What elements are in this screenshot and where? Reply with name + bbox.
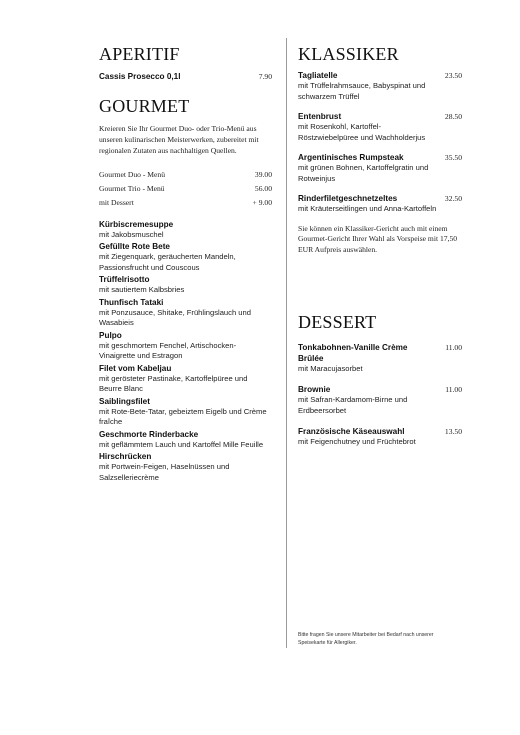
menu-item-cassis <box>99 71 272 82</box>
list-item <box>298 111 462 143</box>
list-item <box>298 193 462 215</box>
dish-price: 13.50 <box>444 427 462 437</box>
list-item <box>99 451 272 483</box>
list-item <box>99 429 272 451</box>
aperitif-heading: APERITIF <box>99 44 180 64</box>
column-divider <box>286 38 287 648</box>
dish-desc: mit Ponzusauce, Shitake, Frühlingslauch und Wasabieis <box>99 307 251 328</box>
list-item <box>298 152 462 184</box>
gourmet-heading: GOURMET <box>99 96 190 116</box>
dish-desc: mit gerösteter Pastinake, Kartoffelpüree und Beurre Blanc <box>99 373 248 394</box>
dish-name: Hirschrücken <box>99 452 152 462</box>
dessert-heading: DESSERT <box>298 311 377 332</box>
gourmet-dishes <box>99 219 272 484</box>
list-item <box>99 241 272 273</box>
item-price: 7.90 <box>258 72 272 81</box>
option-price: 56.00 <box>254 184 272 194</box>
list-item <box>298 342 462 375</box>
dish-desc: mit sautiertem Kalbsbries <box>99 285 185 295</box>
gourmet-intro: Kreieren Sie Ihr Gourmet Duo- oder Trio-Menü aus unseren kulinarischen Meisterwerken, zubereitet mit regionalen Zutaten aus nachhaltigen Quellen. <box>99 124 259 155</box>
dish-name: Geschmorte Rinderbacke <box>99 429 199 439</box>
dessert-items <box>298 342 462 448</box>
dish-name: Tonkabohnen-Vanille Crème Brûlée <box>298 342 408 363</box>
dish-name: Trüffelrisotto <box>99 275 150 285</box>
klassiker-heading: KLASSIKER <box>298 44 399 64</box>
list-item <box>99 219 272 241</box>
dish-price: 32.50 <box>444 194 462 203</box>
dish-name: Gefüllte Rote Bete <box>99 242 170 252</box>
list-item <box>99 330 272 362</box>
list-item <box>298 70 462 102</box>
dish-name: Kürbiscremesuppe <box>99 219 174 229</box>
dish-name: Französische Käseauswahl <box>298 427 405 437</box>
dish-name: Filet vom Kabeljau <box>99 363 172 373</box>
dish-desc: mit Portwein-Feigen, Haselnüssen und Salzselleriecrème <box>99 462 230 482</box>
dish-name: Tagliatelle <box>298 71 338 80</box>
option-dessert <box>99 196 272 210</box>
list-item <box>99 363 272 395</box>
gourmet-options <box>99 168 272 209</box>
dish-name: Entenbrust <box>298 112 342 121</box>
dish-desc: mit geschmortem Fenchel, Artischocken-Vinaigrette und Estragon <box>99 340 237 361</box>
dish-desc: mit Trüffelrahmsauce, Babyspinat und schwarzem Trüffel <box>298 81 426 101</box>
dish-desc: mit Rosenkohl, Kartoffel-Röstzwiebelpüree und Wachholderjus <box>298 122 426 142</box>
option-trio <box>99 182 272 196</box>
right-column <box>298 44 462 448</box>
dish-desc: mit Rote-Bete-Tatar, gebeiztem Eigelb und Crème fraîche <box>99 406 267 427</box>
dish-name: Thunfisch Tataki <box>99 297 164 307</box>
dish-desc: mit Kräuterseitlingen und Anna-Kartoffeln <box>298 204 437 213</box>
item-name: Cassis Prosecco 0,1l <box>99 72 181 81</box>
left-column <box>99 44 272 483</box>
dish-name: Argentinisches Rumpsteak <box>298 153 404 162</box>
dish-price: 23.50 <box>444 71 462 80</box>
option-label: mit Dessert <box>99 197 134 207</box>
option-label: Gourmet Trio - Menü <box>99 184 165 194</box>
list-item <box>298 384 462 416</box>
dish-desc: mit Safran-Kardamom-Birne und Erdbeersorbet <box>298 395 408 415</box>
option-price: + 9.00 <box>252 197 272 207</box>
dish-name: Rinderfiletgeschnetzeltes <box>298 194 398 203</box>
dish-price: 11.00 <box>445 385 462 395</box>
dish-desc: mit grünen Bohnen, Kartoffelgratin und Rotweinjus <box>298 163 429 183</box>
dish-desc: mit Ziegenquark, geräucherten Mandeln, Passionsfrucht und Couscous <box>99 252 236 272</box>
allergy-footnote: Bitte fragen Sie unsere Mitarbeiter bei Bedarf nach unserer Speisekarte für Allergiker. <box>298 632 434 646</box>
klassiker-note: Sie können ein Klassiker-Gericht auch mit einem Gourmet-Gericht Ihrer Wahl als Vorspeise mit 17,50 EUR Aufpreis auswählen. <box>298 223 458 255</box>
dish-price: 35.50 <box>444 153 462 162</box>
dish-desc: mit Jakobsmuschel <box>99 229 164 239</box>
dish-name: Pulpo <box>99 330 122 340</box>
klassiker-items <box>298 70 462 215</box>
dish-desc: mit Maracujasorbet <box>298 363 363 373</box>
dish-name: Saiblingsfilet <box>99 396 150 406</box>
option-duo <box>99 168 272 182</box>
dish-price: 11.00 <box>445 342 462 352</box>
dish-desc: mit geflämmtem Lauch und Kartoffel Mille Feuille <box>99 439 264 449</box>
list-item <box>99 396 272 428</box>
option-label: Gourmet Duo - Menü <box>99 170 166 180</box>
dish-name: Brownie <box>298 385 331 395</box>
dish-price: 28.50 <box>444 112 462 121</box>
list-item <box>298 426 462 448</box>
list-item <box>99 297 272 329</box>
dish-desc: mit Feigenchutney und Früchtebrot <box>298 437 416 447</box>
option-price: 39.00 <box>254 170 272 180</box>
list-item <box>99 274 272 296</box>
